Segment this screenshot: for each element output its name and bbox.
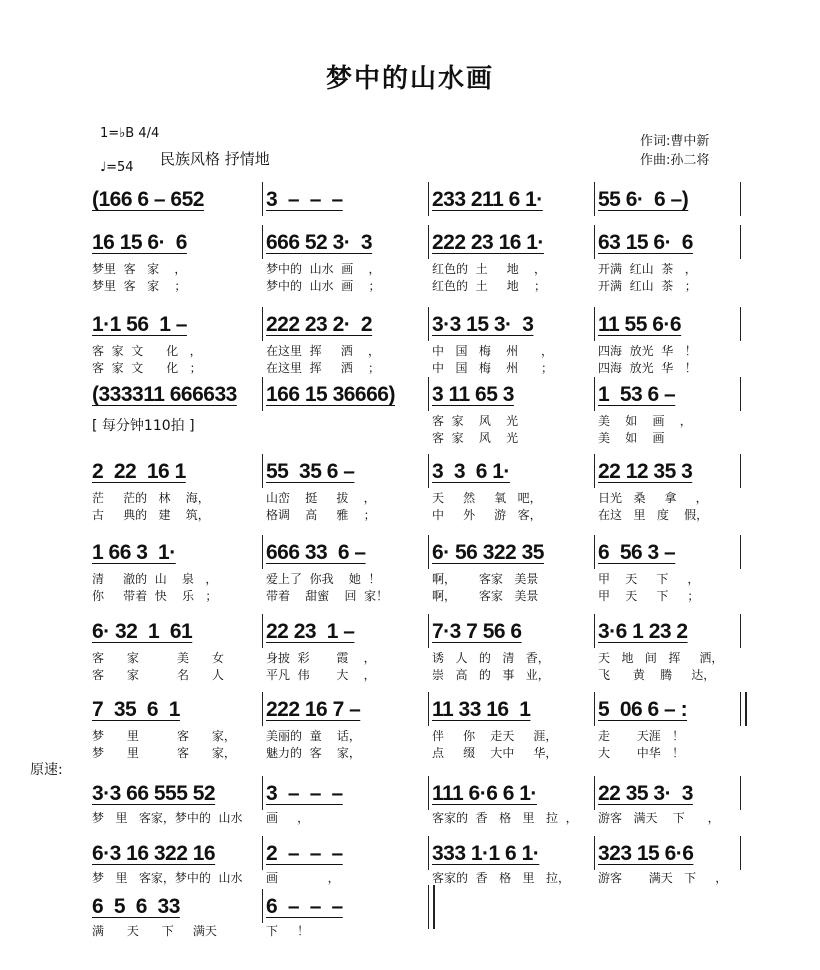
lyric-line: 中 外 游 客，: [432, 508, 542, 522]
barline: [262, 836, 263, 870]
measure-notes: 333 1·1 6 1·: [432, 842, 540, 865]
tempo-change-note: [ 每分钟110拍 ]: [92, 418, 195, 434]
score-system: [0, 620, 820, 682]
barline: [428, 377, 429, 411]
lyric-line: 飞 黄 腾 达，: [598, 668, 716, 682]
measure-notes: 3·6 1 23 2: [598, 620, 688, 643]
lyric-line: 天 然 氧 吧，: [432, 491, 542, 505]
lyric-line: 梦 里 客 家，: [92, 746, 236, 760]
lyric-line: 啊， 客家 美景: [432, 589, 539, 603]
lyric-line: 中 国 梅 州 ；: [432, 361, 554, 375]
barline: [428, 836, 429, 870]
original-tempo-label: 原速:: [30, 762, 63, 778]
barline: [262, 454, 263, 488]
measure-notes: 6 56 3 –: [598, 541, 676, 564]
score-system: [0, 231, 820, 293]
measure-notes: 222 16 7 –: [266, 698, 361, 721]
measure-notes: 6 – – –: [266, 895, 343, 918]
barline: [740, 225, 741, 259]
measure-notes: 3 3 6 1·: [432, 460, 510, 483]
score-system: [0, 313, 820, 375]
lyric-line: 日光 桑 拿 ，: [598, 491, 708, 505]
lyric-line: 走 天涯 ！: [598, 729, 685, 743]
barline: [740, 776, 741, 810]
barline: [428, 535, 429, 569]
barline: [740, 836, 741, 870]
measure-notes: 111 6·6 6 1·: [432, 782, 537, 805]
lyric-line: 梦 里 客家，梦中的 山水: [92, 871, 243, 885]
measure-notes: 6· 32 1 61: [92, 620, 193, 643]
barline: [740, 182, 741, 216]
measure-notes: 55 35 6 –: [266, 460, 355, 483]
measure-notes: 11 33 16 1: [432, 698, 531, 721]
lyric-line: 客 家 风 光: [432, 431, 519, 445]
lyric-line: 格调 高 雅 ；: [266, 508, 376, 522]
barline: [428, 692, 429, 726]
barline: [262, 776, 263, 810]
barline: [262, 614, 263, 648]
lyric-line: 开满 红山 茶 ，: [598, 262, 697, 276]
measure-notes: 1 66 3 1·: [92, 541, 176, 564]
barline: [594, 614, 595, 648]
lyric-line: 你 带着 快 乐 ；: [92, 589, 218, 603]
lyric-line: 清 澈的 山 泉 ，: [92, 572, 218, 586]
lyric-line: 在这里 挥 洒 ，: [266, 344, 380, 358]
lyric-line: 诱 人 的 清 香，: [432, 651, 550, 665]
lyric-line: 游客 满天 下 ，: [598, 811, 720, 825]
measure-notes: 55 6· 6 –): [598, 188, 689, 211]
measure-notes: 3·3 15 3· 3: [432, 313, 534, 336]
lyric-line: 在这 里 度 假，: [598, 508, 709, 522]
lyric-line: 客 家 风 光: [432, 414, 519, 428]
measure-notes: 6 5 6 33: [92, 895, 180, 918]
measure-notes: 22 23 1 –: [266, 620, 355, 643]
barline: [594, 225, 595, 259]
score-system: [0, 842, 820, 885]
lyric-line: 梦里 客 家 ，: [92, 262, 187, 276]
lyric-line: 爱上了 你我 她 ！: [266, 572, 381, 586]
lyric-line: 伴 你 走天 涯，: [432, 729, 558, 743]
lyric-line: 古 典的 建 筑，: [92, 508, 210, 522]
measure-notes: 233 211 6 1·: [432, 188, 543, 211]
measure-notes: 1·1 56 1 –: [92, 313, 187, 336]
repeat-barline: [740, 692, 747, 726]
barline: [428, 182, 429, 216]
key-time-signature: 1=♭B 4/4: [100, 126, 160, 141]
measure-notes: 5 06 6 – :: [598, 698, 688, 721]
lyric-line: 美 如 画: [598, 431, 665, 445]
lyric-line: 客 家 文 化 ；: [92, 361, 202, 375]
measure-notes: 6· 56 322 35: [432, 541, 544, 564]
barline: [594, 836, 595, 870]
measure-notes: 63 15 6· 6: [598, 231, 693, 254]
lyric-line: 啊， 客家 美景: [432, 572, 539, 586]
lyric-line: 身披 彩 霞 ，: [266, 651, 376, 665]
composer-credit: 作曲:孙二将: [640, 153, 710, 168]
lyric-line: 四海 放光 华 ！: [598, 344, 697, 358]
lyric-line: 在这里 挥 洒 ；: [266, 361, 380, 375]
score-system: [0, 698, 820, 760]
barline: [594, 776, 595, 810]
barline: [428, 776, 429, 810]
barline: [740, 535, 741, 569]
barline: [740, 307, 741, 341]
lyric-line: 客 家 文 化 ，: [92, 344, 202, 358]
lyric-line: 甲 天 下 ，: [598, 572, 700, 586]
measure-notes: 3·3 66 555 52: [92, 782, 216, 805]
lyric-line: 大 中华 ！: [598, 746, 685, 760]
barline: [262, 182, 263, 216]
lyric-line: 四海 放光 华 ！: [598, 361, 697, 375]
tempo-marking: ♩=54: [100, 160, 134, 175]
measure-notes: (333311 666633: [92, 383, 237, 406]
barline: [594, 454, 595, 488]
lyric-line: 茫 茫的 林 海，: [92, 491, 210, 505]
lyric-line: 带着 甜蜜 回 家！: [266, 589, 389, 603]
barline: [262, 225, 263, 259]
lyric-line: 梦 里 客 家，: [92, 729, 236, 743]
lyric-line: 梦中的 山水 画 ，: [266, 262, 381, 276]
barline: [428, 614, 429, 648]
barline: [740, 614, 741, 648]
lyric-line: 魅力的 客 家，: [266, 746, 361, 760]
lyric-line: 客家的 香 格 里 拉，: [432, 871, 570, 885]
barline: [740, 454, 741, 488]
measure-notes: (166 6 – 652: [92, 188, 204, 211]
lyric-line: 美丽的 童 话，: [266, 729, 361, 743]
score-system: [0, 541, 820, 603]
barline: [262, 692, 263, 726]
lyric-line: 天 地 间 挥 洒，: [598, 651, 724, 665]
lyric-line: 画 ，: [266, 811, 310, 825]
barline: [740, 377, 741, 411]
measure-notes: 666 52 3· 3: [266, 231, 373, 254]
measure-notes: 22 35 3· 3: [598, 782, 693, 805]
lyric-line: 美 如 画 ，: [598, 414, 692, 428]
measure-notes: 166 15 36666): [266, 383, 395, 406]
barline: [262, 307, 263, 341]
lyric-line: 开满 红山 茶 ；: [598, 279, 697, 293]
lyricist-credit: 作词:曹中新: [640, 134, 710, 149]
lyric-line: 画 ，: [266, 871, 340, 885]
measure-notes: 3 – – –: [266, 188, 343, 211]
lyric-line: 点 缀 大中 华，: [432, 746, 558, 760]
measure-notes: 666 33 6 –: [266, 541, 366, 564]
lyric-line: 满 天 下 满天: [92, 924, 217, 938]
lyric-line: 梦 里 客家，梦中的 山水: [92, 811, 243, 825]
lyric-line: 客家的 香 格 里 拉 ，: [432, 811, 578, 825]
lyric-line: 红色的 土 地 ，: [432, 262, 546, 276]
barline: [594, 692, 595, 726]
barline: [428, 307, 429, 341]
lyric-line: 山峦 挺 拔 ，: [266, 491, 376, 505]
barline: [262, 377, 263, 411]
barline: [262, 889, 263, 923]
measure-notes: 7 35 6 1: [92, 698, 180, 721]
lyric-line: 客 家 名 人: [92, 668, 224, 682]
score-system: [0, 782, 820, 825]
measure-notes: 222 23 2· 2: [266, 313, 373, 336]
measure-notes: 3 – – –: [266, 782, 343, 805]
measure-notes: 7·3 7 56 6: [432, 620, 522, 643]
lyric-line: 梦里 客 家 ；: [92, 279, 187, 293]
measure-notes: 16 15 6· 6: [92, 231, 187, 254]
barline: [594, 307, 595, 341]
lyric-line: 崇 高 的 事 业，: [432, 668, 550, 682]
measure-notes: 3 11 65 3: [432, 383, 514, 406]
measure-notes: 323 15 6·6: [598, 842, 694, 865]
lyric-line: 平凡 伟 大 ，: [266, 668, 376, 682]
measure-notes: 22 12 35 3: [598, 460, 693, 483]
lyric-line: 客 家 美 女: [92, 651, 224, 665]
song-title: 梦中的山水画: [325, 64, 494, 94]
barline: [594, 377, 595, 411]
barline: [428, 225, 429, 259]
measure-notes: 2 22 16 1: [92, 460, 186, 483]
barline: [594, 182, 595, 216]
lyric-line: 梦中的 山水 画 ；: [266, 279, 381, 293]
score-system: [0, 895, 820, 938]
lyric-line: 红色的 土 地 ；: [432, 279, 546, 293]
measure-notes: 222 23 16 1·: [432, 231, 544, 254]
lyric-line: 甲 天 下 ；: [598, 589, 700, 603]
measure-notes: 11 55 6·6: [598, 313, 682, 336]
barline: [594, 535, 595, 569]
measure-notes: 2 – – –: [266, 842, 343, 865]
style-marking: 民族风格 抒情地: [160, 150, 270, 168]
lyric-line: 中 国 梅 州 ，: [432, 344, 554, 358]
score-system: [0, 460, 820, 522]
final-barline: [428, 885, 435, 929]
measure-notes: 1 53 6 –: [598, 383, 676, 406]
lyric-line: 下 ！: [266, 924, 310, 938]
score-system: [0, 188, 820, 218]
measure-notes: 6·3 16 322 16: [92, 842, 216, 865]
lyric-line: 游客 满天 下 ，: [598, 871, 728, 885]
barline: [262, 535, 263, 569]
barline: [428, 454, 429, 488]
